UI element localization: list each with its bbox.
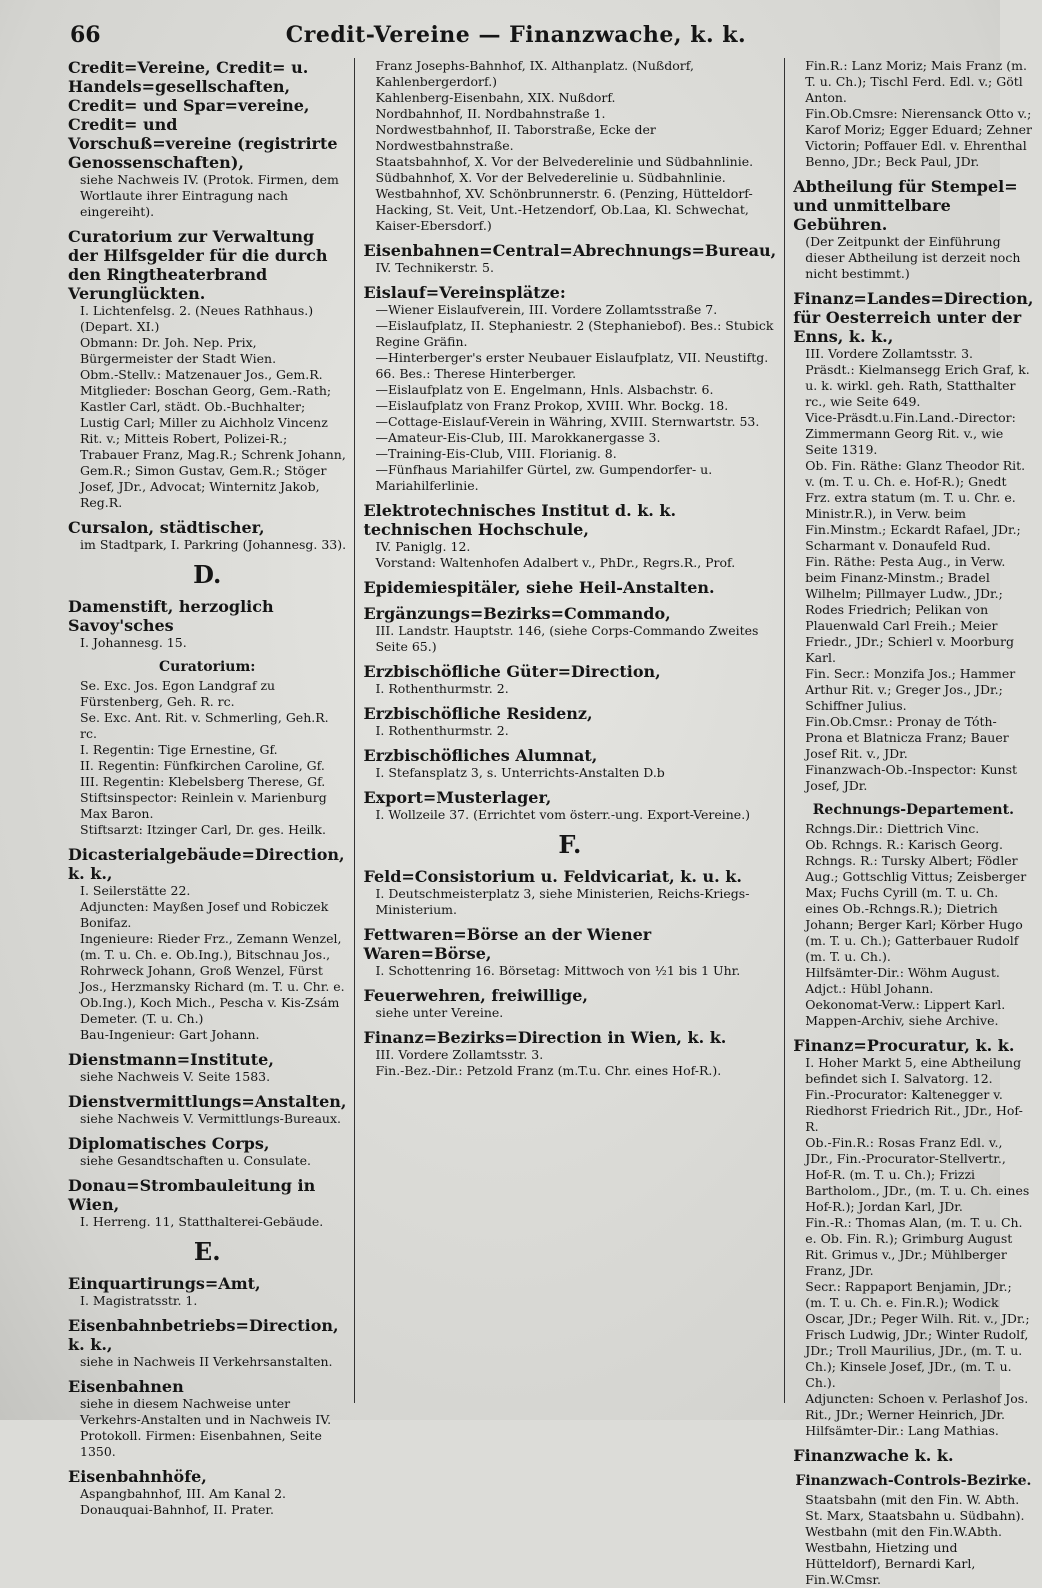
entry-line: Fin.-R.: Thomas Alan, (m. T. u. Ch. e. Ob. Fin. R.); Grimburg August Rit. Grimus v., JDr.; Mühlberger Franz, JDr. [805, 1215, 1023, 1278]
entry-line: I. Herreng. 11, Statthalterei-Gebäude. [80, 1214, 324, 1229]
entry-line: Se. Exc. Ant. Rit. v. Schmerling, Geh.R. rc. [80, 710, 329, 741]
directory-entry [793, 289, 1033, 794]
entry-line: I. Rothenthurmstr. 2. [375, 681, 509, 696]
directory-entry [68, 518, 346, 553]
entry-line: I. Seilerstätte 22. [80, 883, 191, 898]
entry-line: —Hinterberger's erster Neubauer Eislaufplatz, VII. Neustiftg. 66. Bes.: Therese Hinterberger. [375, 350, 769, 381]
entry-line: Rchngs.Dir.: Diettrich Vinc. [805, 821, 980, 836]
entry-title: Finanz=Bezirks=Direction in Wien, k. k. [363, 1028, 727, 1047]
entry-line: Ob. Fin. Räthe: Glanz Theodor Rit. v. (m. T. u. Ch. e. Hof-R.); Gnedt Frz. extra statum (m. T. u. Chr. e. Ministr.R.), in Verw. beim Fin.Minstm.; Eckardt Rafael, JDr.; Scharmant v. Donaufeld Rud. [805, 458, 1026, 553]
entry-title: Eislauf=Vereinsplätze: [363, 283, 566, 302]
entry-line: Präsdt.: Kielmansegg Erich Graf, k. u. k. wirkl. geh. Rath, Statthalter rc., wie Seite 649. [805, 362, 1030, 409]
entry-line: Se. Exc. Jos. Egon Landgraf zu Fürstenberg, Geh. R. rc. [80, 678, 276, 709]
directory-entry [363, 986, 776, 1021]
entry-line: II. Regentin: Fünfkirchen Caroline, Gf. [80, 758, 325, 773]
running-head: Credit-Vereine — Finanzwache, k. k. [285, 22, 747, 48]
entry-line: Stiftsarzt: Itzinger Carl, Dr. ges. Heilk. [80, 822, 326, 837]
entry-line: Aspangbahnhof, III. Am Kanal 2. [80, 1486, 287, 1501]
entry-line: Hilfsämter-Dir.: Wöhm August. [805, 965, 1000, 980]
directory-entry [363, 1028, 776, 1079]
entry-title: Dicasterialgebäude=Direction, k. k., [68, 845, 345, 883]
entry-line: Ob. Rchngs. R.: Karisch Georg. [805, 837, 1003, 852]
entry-title: Einquartirungs=Amt, [68, 1274, 261, 1293]
entry-line: Secr.: Rappaport Benjamin, JDr.; (m. T. u. Ch. e. Fin.R.); Wodick Oscar, JDr.; Peger Wilh. Rit. v., JDr.; Frisch Ludwig, JDr.; Winter Rudolf, JDr.; Troll Maurilius, JDr., (m. T. u. Ch.); Kinsele Josef, JDr., (m. T. u. Ch.). [805, 1279, 1030, 1390]
entry-title: Cursalon, städtischer, [68, 518, 265, 537]
entry-line: Fin.Ob.Cmsre: Nierensanck Otto v.; Karof Moriz; Egger Eduard; Zehner Victorin; Poffauer Edl. v. Ehrenthal Benno, JDr.; Beck Paul, JDr. [805, 106, 1033, 169]
directory-entry [363, 746, 776, 781]
text-columns [60, 58, 1034, 1587]
entry-line: —Eislaufplatz von Franz Prokop, XVIII. Whr. Bockg. 18. [375, 398, 729, 413]
directory-entry [363, 604, 776, 655]
entry-line: Nordbahnhof, II. Nordbahnstraße 1. [375, 106, 606, 121]
directory-entry [363, 704, 776, 739]
entry-line: siehe unter Vereine. [375, 1005, 504, 1020]
directory-entry [68, 1274, 346, 1309]
directory-entry [363, 867, 776, 918]
entry-title: Ergänzungs=Bezirks=Commando, [363, 604, 671, 623]
entry-line: Franz Josephs-Bahnhof, IX. Althanplatz. (Nußdorf, Kahlenbergerdorf.) [375, 58, 694, 89]
entry-line: III. Vordere Zollamtsstr. 3. [375, 1047, 544, 1062]
entry-line: Obmann: Dr. Joh. Nep. Prix, Bürgermeister der Stadt Wien. [80, 335, 277, 366]
entry-line: Stiftsinspector: Reinlein v. Marienburg Max Baron. [80, 790, 327, 821]
entry-line: siehe Nachweis V. Vermittlungs-Bureaux. [80, 1111, 341, 1126]
entry-title: Fettwaren=Börse an der Wiener Waren=Börse, [363, 925, 652, 963]
entry-line: —Eislaufplatz, II. Stephaniestr. 2 (Stephaniebof). Bes.: Stubick Regine Gräfin. [375, 318, 774, 349]
entry-title: Export=Musterlager, [363, 788, 552, 807]
entry-line: Adjuncten: Schoen v. Perlashof Jos. Rit., JDr.; Werner Heinrich, JDr. [805, 1391, 1029, 1422]
entry-title: Feld=Consistorium u. Feldvicariat, k. u. k. [363, 867, 742, 886]
entry-line: im Stadtpark, I. Parkring (Johannesg. 33). [80, 537, 347, 552]
directory-entry [68, 845, 346, 1043]
entry-title: Damenstift, herzoglich Savoy'sches [68, 597, 274, 635]
directory-entry [68, 227, 346, 511]
column-middle [355, 58, 785, 1403]
directory-entry [363, 662, 776, 697]
entry-line: Staatsbahnhof, X. Vor der Belvederelinie und Südbahnlinie. [375, 154, 754, 169]
entry-line: siehe Nachweis IV. (Protok. Firmen, dem Wortlaute ihrer Eintragung nach eingereiht). [80, 172, 339, 219]
entry-line: siehe in Nachweis II Verkehrsanstalten. [80, 1354, 333, 1369]
entry-line: Staatsbahn (mit den Fin. W. Abth. St. Marx, Staatsbahn u. Südbahn). [805, 1492, 1025, 1523]
section-letter: F. [558, 830, 582, 859]
directory-entry [363, 58, 776, 234]
entry-line: (Der Zeitpunkt der Einführung dieser Abtheilung ist derzeit noch nicht bestimmt.) [805, 234, 1021, 281]
entry-line: I. Lichtenfelsg. 2. (Neues Rathhaus.) (Depart. XI.) [80, 303, 314, 334]
entry-line: —Amateur-Eis-Club, III. Marokkanergasse 3. [375, 430, 661, 445]
directory-entry [793, 1446, 1033, 1465]
entry-line: Adjct.: Hübl Johann. [805, 981, 934, 996]
entry-line: Fin.Ob.Cmsr.: Pronay de Tóth-Prona et Blatnicza Franz; Bauer Josef Rit. v., JDr. [805, 714, 1009, 761]
entry-title: Eisenbahnbetriebs=Direction, k. k., [68, 1316, 339, 1354]
entry-line: —Cottage-Eislauf-Verein in Währing, XVIII. Sternwartstr. 53. [375, 414, 760, 429]
entry-line: Obm.-Stellv.: Matzenauer Jos., Gem.R. [80, 367, 323, 382]
entry-line: Hilfsämter-Dir.: Lang Mathias. [805, 1423, 999, 1438]
entry-title: Epidemiespitäler, siehe Heil-Anstalten. [363, 578, 715, 597]
entry-line: I. Hoher Markt 5, eine Abtheilung befindet sich I. Salvatorg. 12. [805, 1055, 1022, 1086]
directory-entry [68, 1092, 346, 1127]
column-left [60, 58, 355, 1517]
section-subheading: Finanzwach-Controls-Bezirke. [795, 1473, 1032, 1489]
entry-line: IV. Technikerstr. 5. [375, 260, 494, 275]
entry-line: I. Regentin: Tige Ernestine, Gf. [80, 742, 278, 757]
directory-entry [363, 501, 776, 571]
entry-line: I. Deutschmeisterplatz 3, siehe Ministerien, Reichs-Kriegs-Ministerium. [375, 886, 750, 917]
entry-line: —Fünfhaus Mariahilfer Gürtel, zw. Gumpendorfer- u. Mariahilferlinie. [375, 462, 713, 493]
entry-line: I. Rothenthurmstr. 2. [375, 723, 509, 738]
entry-line: Ob.-Fin.R.: Rosas Franz Edl. v., JDr., Fin.-Procurator-Stellvertr., Hof-R. (m. T. u. Ch.); Frizzi Bartholom., JDr., (m. T. u. Ch. eines Hof-R.); Jordan Karl, JDr. [805, 1135, 1030, 1214]
entry-title: Finanzwache k. k. [793, 1446, 954, 1465]
directory-entry [363, 578, 776, 597]
entry-title: Diplomatisches Corps, [68, 1134, 270, 1153]
entry-title: Donau=Strombauleitung in Wien, [68, 1176, 316, 1214]
entry-line: siehe Nachweis V. Seite 1583. [80, 1069, 271, 1084]
entry-line: Fin. Räthe: Pesta Aug., in Verw. beim Finanz-Minstm.; Bradel Wilhelm; Pillmayer Ludw., JDr.; Rodes Friedrich; Pelikan von Plauenwald Carl Freih.; Meier Friedr., JDr.; Schierl v. Moorburg Karl. [805, 554, 1014, 665]
entry-title: Curatorium zur Verwaltung der Hilfsgelder für die durch den Ringtheaterbrand Verunglückten. [68, 227, 328, 303]
directory-entry [68, 597, 346, 651]
entry-line: —Training-Eis-Club, VIII. Florianig. 8. [375, 446, 617, 461]
directory-entry [68, 678, 346, 838]
directory-entry [793, 1036, 1033, 1439]
entry-line: —Eislaufplatz von E. Engelmann, Hnls. Alsbachstr. 6. [375, 382, 714, 397]
directory-entry [363, 925, 776, 979]
entry-line: Südbahnhof, X. Vor der Belvederelinie u. Südbahnlinie. [375, 170, 726, 185]
directory-entry [363, 788, 776, 823]
directory-entry [68, 1134, 346, 1169]
entry-title: Abtheilung für Stempel= und unmittelbare Gebühren. [793, 177, 1018, 234]
entry-line: III. Landstr. Hauptstr. 146, (siehe Corps-Commando Zweites Seite 65.) [375, 623, 759, 654]
entry-line: Fin.R.: Lanz Moriz; Mais Franz (m. T. u. Ch.); Tischl Ferd. Edl. v.; Götl Anton. [805, 58, 1027, 105]
entry-title: Erzbischöfliche Güter=Direction, [363, 662, 661, 681]
directory-entry [68, 1467, 346, 1518]
entry-line: Mitglieder: Boschan Georg, Gem.-Rath; Kastler Carl, städt. Ob.-Buchhalter; Lustig Carl; Miller zu Aichholz Vincenz Rit. v.; Mitteis Robert, Polizei-R.; Trabauer Franz, Mag.R.; Schrenk Johann, Gem.R.; Simon Gustav, Gem.R.; Stöger Josef, JDr., Advocat; Winternitz Jakob, Reg.R. [80, 383, 346, 510]
directory-entry [68, 58, 346, 220]
directory-entry [68, 1316, 346, 1370]
directory-entry [363, 241, 776, 276]
entry-title: Dienstvermittlungs=Anstalten, [68, 1092, 347, 1111]
entry-line: III. Vordere Zollamtsstr. 3. [805, 346, 973, 361]
directory-entry [793, 1492, 1033, 1588]
entry-line: siehe Gesandtschaften u. Consulate. [80, 1153, 311, 1168]
entry-line: —Wiener Eislaufverein, III. Vordere Zollamtsstraße 7. [375, 302, 718, 317]
directory-entry [793, 58, 1033, 170]
entry-title: Elektrotechnisches Institut d. k. k. technischen Hochschule, [363, 501, 677, 539]
entry-line: Westbahn (mit den Fin.W.Abth. Westbahn, Hietzing und Hütteldorf), Bernardi Karl, Fin.W.Cmsr. [805, 1524, 1002, 1587]
entry-line: Vorstand: Waltenhofen Adalbert v., PhDr., Regrs.R., Prof. [375, 555, 736, 570]
entry-line: Fin.-Procurator: Kaltenegger v. Riedhorst Friedrich Rit., JDr., Hof-R. [805, 1087, 1023, 1134]
entry-title: Finanz=Landes=Direction, für Oesterreich unter der Enns, k. k., [793, 289, 1034, 346]
column-right [785, 58, 1041, 1587]
entry-line: Ingenieure: Rieder Frz., Zemann Wenzel, (m. T. u. Ch. e. Ob.Ing.), Bitschnau Jos., Rohrweck Johann, Groß Wenzel, Fürst Jos., Herzmansky Richard (m. T. u. Chr. e. Ob.Ing.), Koch Mich., Pescha v. Kis-Zsám Demeter. (T. u. Ch.) [80, 931, 345, 1026]
entry-title: Eisenbahnhöfe, [68, 1467, 207, 1486]
entry-line: Bau-Ingenieur: Gart Johann. [80, 1027, 260, 1042]
entry-line: Kahlenberg-Eisenbahn, XIX. Nußdorf. [375, 90, 616, 105]
entry-line: Westbahnhof, XV. Schönbrunnerstr. 6. (Penzing, Hütteldorf-Hacking, St. Veit, Unt.-Hetzendorf, Ob.Laa, Kl. Schwechat, Kaiser-Ebersdorf.) [375, 186, 753, 233]
section-subheading: Curatorium: [159, 659, 256, 675]
entry-line: Fin. Secr.: Monzifa Jos.; Hammer Arthur Rit. v.; Greger Jos., JDr.; Schiffner Julius. [805, 666, 1016, 713]
entry-line: III. Regentin: Klebelsberg Therese, Gf. [80, 774, 326, 789]
entry-title: Erzbischöfliche Residenz, [363, 704, 593, 723]
entry-title: Dienstmann=Institute, [68, 1050, 274, 1069]
entry-line: Mappen-Archiv, siehe Archive. [805, 1013, 999, 1028]
entry-line: IV. Paniglg. 12. [375, 539, 471, 554]
entry-line: I. Stefansplatz 3, s. Unterrichts-Anstalten D.b [375, 765, 665, 780]
entry-line: Vice-Präsdt.u.Fin.Land.-Director: Zimmermann Georg Rit. v., wie Seite 1319. [805, 410, 1016, 457]
entry-title: Feuerwehren, freiwillige, [363, 986, 588, 1005]
entry-line: I. Magistratsstr. 1. [80, 1293, 198, 1308]
entry-title: Eisenbahnen=Central=Abrechnungs=Bureau, [363, 241, 777, 260]
directory-entry [68, 1050, 346, 1085]
section-letter: D. [193, 560, 222, 589]
entry-line: siehe in diesem Nachweise unter Verkehrs-Anstalten und in Nachweis IV. Protokoll. Firmen: Eisenbahnen, Seite 1350. [80, 1396, 332, 1459]
entry-title: Erzbischöfliches Alumnat, [363, 746, 598, 765]
page-number: 66 [70, 22, 101, 48]
section-letter: E. [193, 1237, 221, 1266]
directory-entry [68, 1176, 346, 1230]
entry-line: Oekonomat-Verw.: Lippert Karl. [805, 997, 1006, 1012]
page-header [60, 18, 972, 58]
entry-title: Credit=Vereine, Credit= u. Handels=gesellschaften, Credit= und Spar=vereine, Credit= und Vorschuß=vereine (registrirte Genossenschaften), [68, 58, 338, 172]
entry-line: Rchngs. R.: Tursky Albert; Födler Aug.; Gottschlig Vittus; Zeisberger Max; Fuchs Cyrill (m. T. u. Ch. eines Ob.-Rchngs.R.); Dietrich Johann; Berger Karl; Körber Hugo (m. T. u. Ch.); Gatterbauer Rudolf (m. T. u. Ch.). [805, 853, 1027, 964]
entry-line: Donauquai-Bahnhof, II. Prater. [80, 1502, 274, 1517]
directory-entry [793, 821, 1033, 1029]
entry-line: Adjuncten: Mayßen Josef und Robiczek Bonifaz. [80, 899, 329, 930]
section-subheading: Rechnungs-Departement. [812, 802, 1014, 818]
entry-line: I. Wollzeile 37. (Errichtet vom österr.-ung. Export-Vereine.) [375, 807, 751, 822]
directory-entry [68, 1377, 346, 1460]
entry-line: Finanzwach-Ob.-Inspector: Kunst Josef, JDr. [805, 762, 1018, 793]
entry-line: Nordwestbahnhof, II. Taborstraße, Ecke der Nordwestbahnstraße. [375, 122, 656, 153]
entry-title: Eisenbahnen [68, 1377, 184, 1396]
entry-line: I. Schottenring 16. Börsetag: Mittwoch von ½1 bis 1 Uhr. [375, 963, 741, 978]
entry-line: Fin.-Bez.-Dir.: Petzold Franz (m.T.u. Chr. eines Hof-R.). [375, 1063, 722, 1078]
entry-line: I. Johannesg. 15. [80, 635, 187, 650]
directory-entry [793, 177, 1033, 282]
entry-title: Finanz=Procuratur, k. k. [793, 1036, 1015, 1055]
directory-entry [363, 283, 776, 494]
